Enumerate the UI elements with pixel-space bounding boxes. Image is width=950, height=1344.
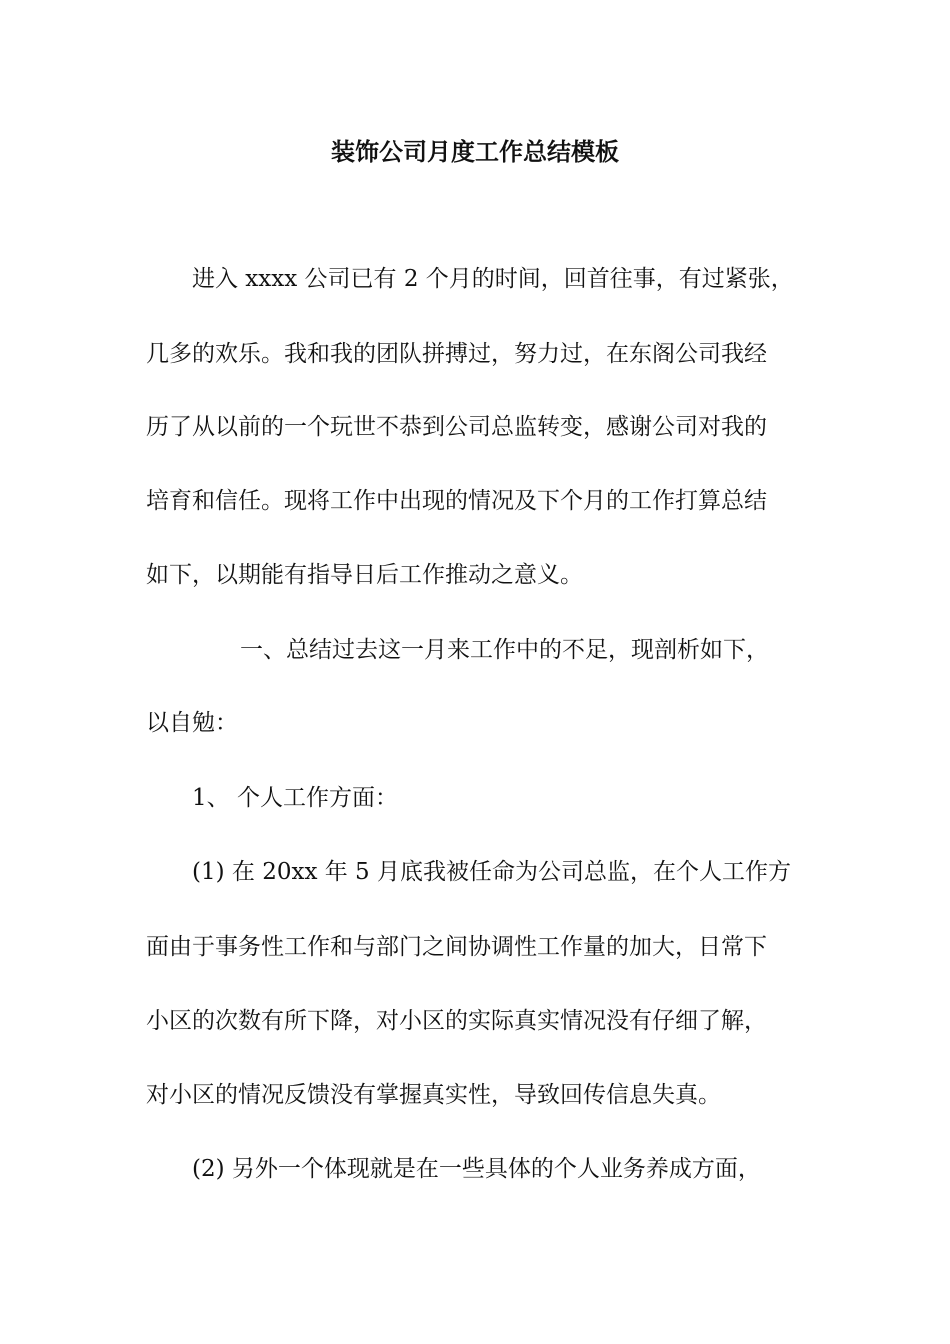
paragraph-line: 如下，以期能有指导日后工作推动之意义。 xyxy=(146,562,583,588)
paragraph-line: 培育和信任。现将工作中出现的情况及下个月的工作打算总结 xyxy=(146,488,767,514)
list-item-line: 对小区的情况反馈没有掌握真实性，导致回传信息失真。 xyxy=(146,1082,721,1108)
subsection-heading: 1、 个人工作方面： xyxy=(192,785,398,811)
list-item-line: 小区的次数有所下降，对小区的实际真实情况没有仔细了解， xyxy=(146,1008,767,1034)
list-item-line: (1) 在 20xx 年 5 月底我被任命为公司总监，在个人工作方 xyxy=(192,859,791,885)
paragraph-line: 几多的欢乐。我和我的团队拼搏过，努力过，在东阁公司我经 xyxy=(146,341,767,367)
list-item-line: (2) 另外一个体现就是在一些具体的个人业务养成方面， xyxy=(192,1156,761,1182)
section-heading-line: 一、总结过去这一月来工作中的不足，现剖析如下， xyxy=(240,637,769,663)
paragraph-line: 历了从以前的一个玩世不恭到公司总监转变，感谢公司对我的 xyxy=(146,414,767,440)
section-heading-line: 以自勉： xyxy=(146,710,238,736)
paragraph-line: 进入 xxxx 公司已有 2 个月的时间，回首往事，有过紧张， xyxy=(192,266,794,292)
list-item-line: 面由于事务性工作和与部门之间协调性工作量的加大，日常下 xyxy=(146,934,767,960)
document-title: 装饰公司月度工作总结模板 xyxy=(331,137,619,166)
